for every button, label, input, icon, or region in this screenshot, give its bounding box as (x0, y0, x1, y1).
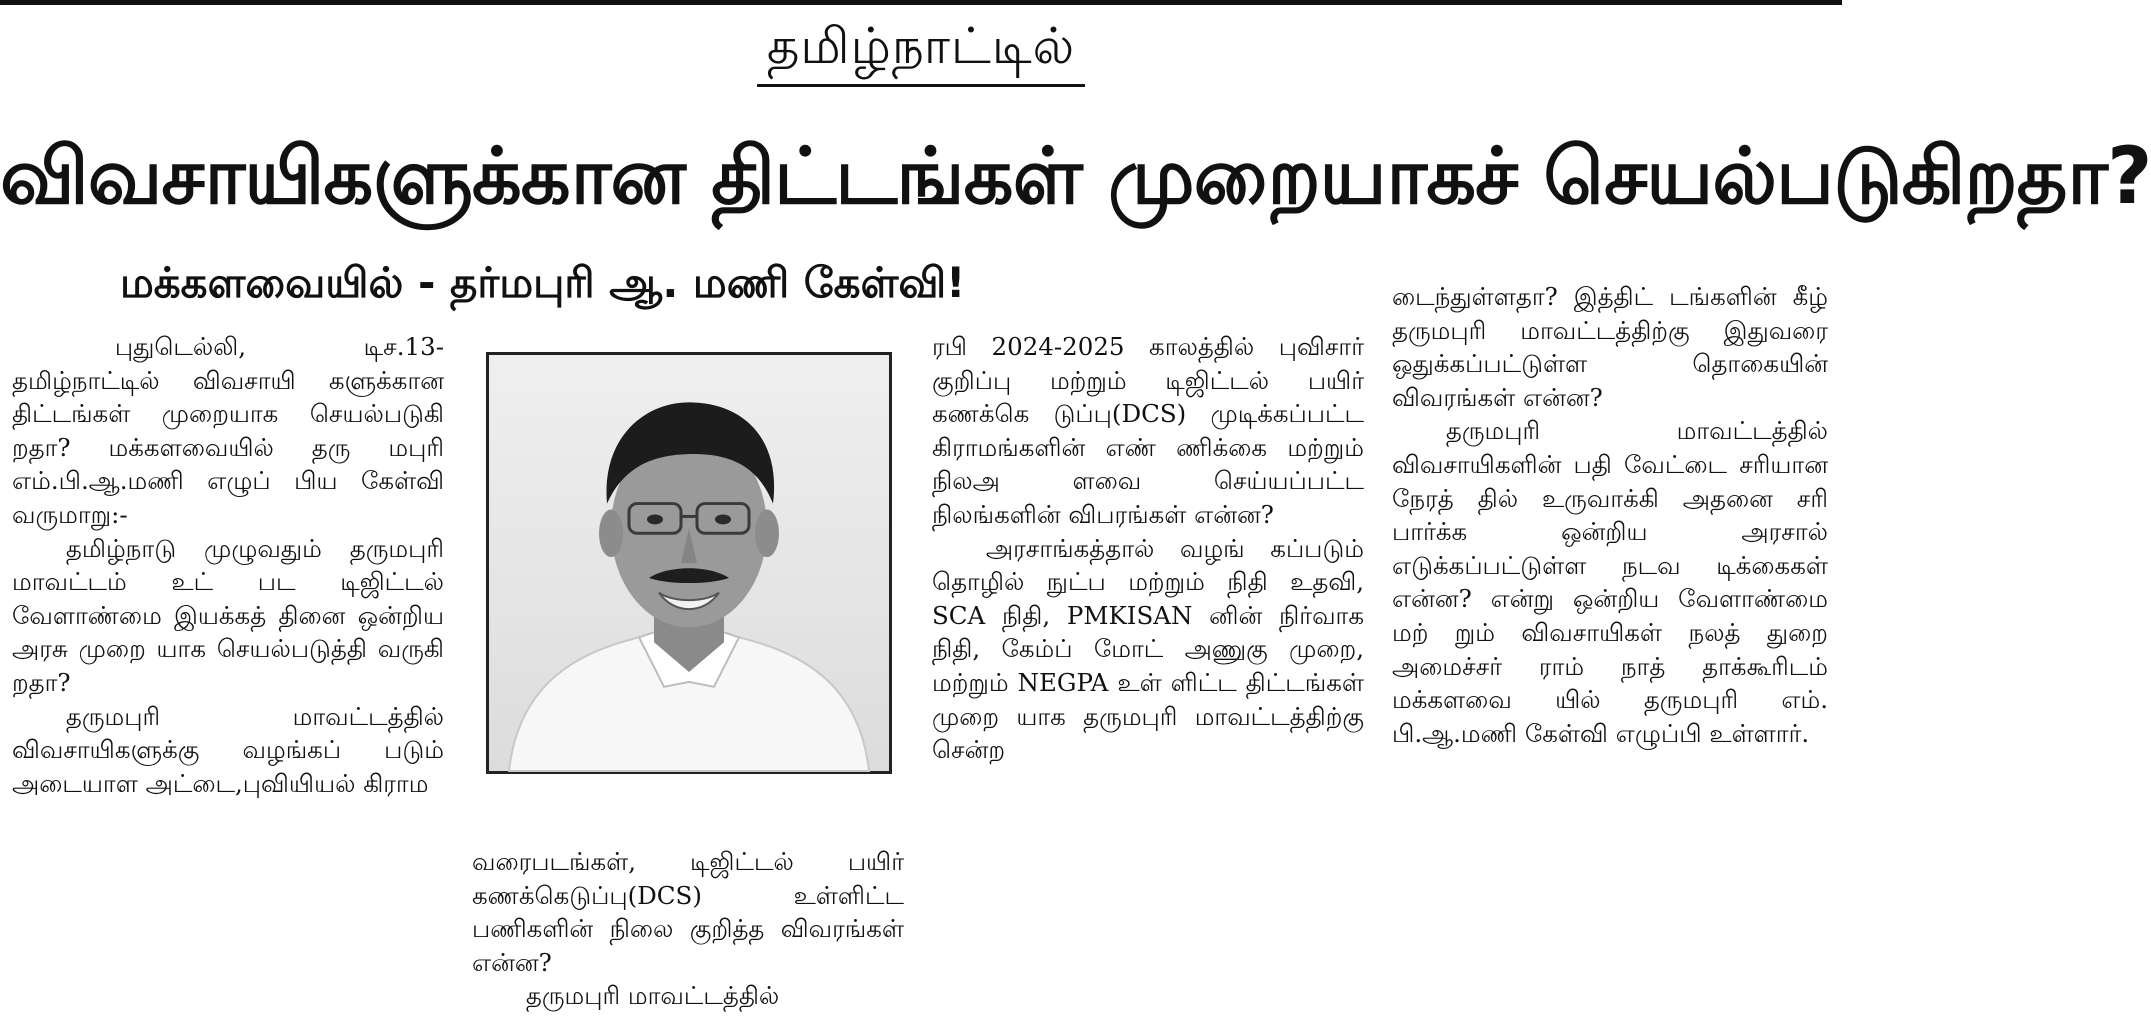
column-1-paragraph-3: தருமபுரி மாவட்டத்தில் விவசாயிகளுக்கு வழங்கப் படும் அடையாள அட்டை,புவியியல் கிராம (12, 701, 444, 798)
person-portrait-icon (489, 355, 889, 771)
column-3-paragraph-1: ரபி 2024-2025 காலத்தில் புவிசார் குறிப்பு மற்றும் டிஜிட்டல் பயிர் கணக்கெ டுப்பு(DCS) முடிக்கப்பட்ட கிராமங்களின் எண் ணிக்கை மற்றும் நிலஅ ளவை செய்யப்பட்ட நிலங்களின் விபரங்கள் என்ன? (932, 332, 1364, 529)
headline: விவசாயிகளுக்கான திட்டங்கள் முறையாகச் செயல்படுகிறதா? (0, 132, 2151, 222)
kicker-text: தமிழ்நாட்டில் (757, 12, 1085, 87)
column-4-paragraph-1: டைந்துள்ளதா? இத்திட் டங்களின் கீழ் தருமபுரி மாவட்டத்திற்கு இதுவரை ஒதுக்கப்பட்டுள்ள தொகையின் விவரங்கள் என்ன? (1392, 282, 1828, 412)
article-column-2 (472, 845, 904, 1013)
kicker (0, 12, 1842, 87)
article-column-4 (1392, 280, 1828, 750)
article-column-1 (12, 330, 444, 800)
column-2-paragraph-1: வரைபடங்கள், டிஜிட்டல் பயிர் கணக்கெடுப்பு(DCS) உள்ளிட்ட பணிகளின் நிலை குறித்த விவரங்கள் என்ன? (472, 847, 904, 977)
column-1-paragraph-2: தமிழ்நாடு முழுவதும் தருமபுரி மாவட்டம் உட் பட டிஜிட்டல் வேளாண்மை இயக்கத் தினை ஒன்றிய அரசு முறை யாக செயல்படுத்தி வருகி றதா? (12, 533, 444, 697)
portrait-photo (486, 352, 892, 774)
column-1-paragraph-1: புதுடெல்லி, டிச.13- தமிழ்நாட்டில் விவசாயி களுக்கான திட்டங்கள் முறையாக செயல்படுகி றதா? மக்களவையில் தரு மபுரி எம்.பி.ஆ.மணி எழுப் பிய கேள்வி வருமாறு:- (12, 332, 444, 529)
top-border-rule (0, 0, 1842, 5)
column-3-paragraph-2: அரசாங்கத்தால் வழங் கப்படும் தொழில் நுட்ப மற்றும் நிதி உதவி, SCA நிதி, PMKISAN னின் நிர்வாக நிதி, கேம்ப் மோட் அணுகு முறை, மற்றும் NEGPA உள் ளிட்ட திட்டங்கள் முறை யாக தருமபுரி மாவட்டத்திற்கு சென்ற (932, 533, 1364, 765)
subheadline: மக்களவையில் - தர்மபுரி ஆ. மணி கேள்வி! (120, 258, 966, 307)
column-2-paragraph-2: தருமபுரி மாவட்டத்தில் (525, 981, 780, 1011)
article-column-3 (932, 330, 1364, 767)
column-4-paragraph-2: தருமபுரி மாவட்டத்தில் விவசாயிகளின் பதி வேட்டை சரியான நேரத் தில் உருவாக்கி அதனை சரி பார்க்க ஒன்றிய அரசால் எடுக்கப்பட்டுள்ள நடவ டிக்கைகள் என்ன? என்று ஒன்றிய வேளாண்மை மற் றும் விவசாயிகள் நலத் துறை அமைச்சர் ராம் நாத் தாக்கூரிடம் மக்களவை யில் தருமபுரி எம். பி.ஆ.மணி கேள்வி எழுப்பி உள்ளார். (1392, 416, 1828, 748)
